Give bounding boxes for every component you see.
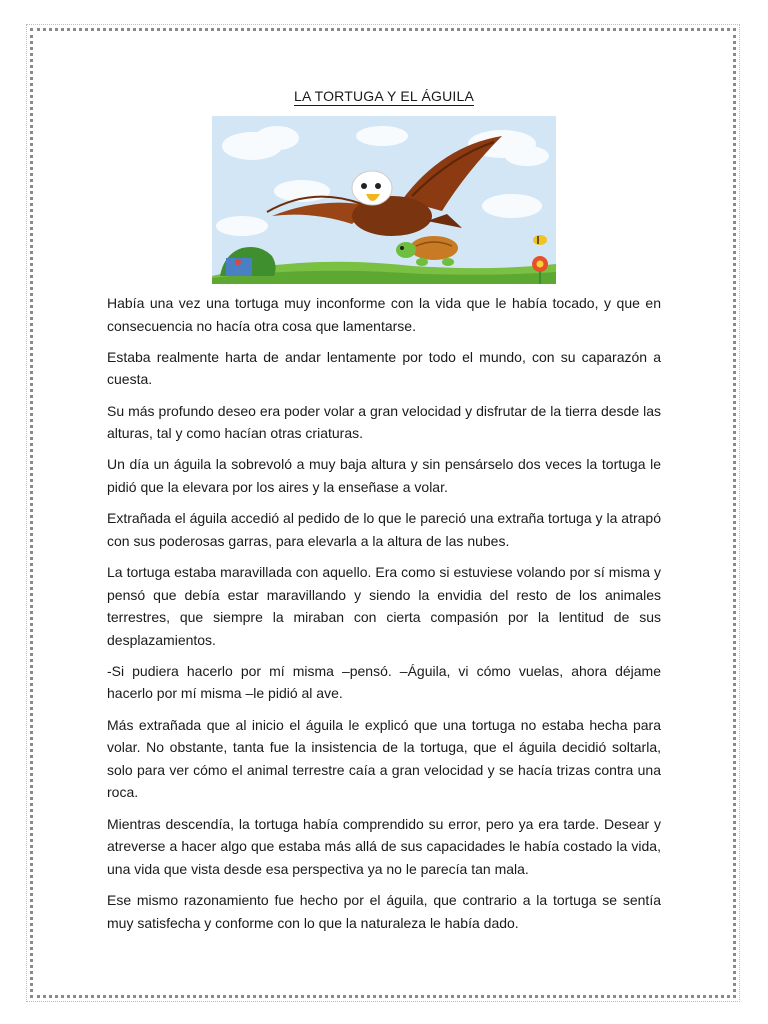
paragraph: La tortuga estaba maravillada con aquello. Era como si estuviese volando por sí misma y pensó que debía estar maravillando y siendo la envidia del resto de los animales terrestres, que siempre la miraban con cierta compasión por la lentitud de sus desplazamientos. xyxy=(107,563,661,648)
story-body xyxy=(107,292,661,943)
eagle-carrying-turtle-illustration xyxy=(212,116,556,284)
turtle-leg xyxy=(442,258,454,266)
paragraph: Más extrañada que al inicio el águila le explicó que una tortuga no estaba hecha para volar. No obstante, tanta fue la insistencia de la tortuga, que el águila decidió soltarla, solo para ver cómo el animal terrestre caía a gran velocidad y se hacía trizas contra una roca. xyxy=(107,716,661,801)
flower-center xyxy=(537,261,544,268)
turtle-shell xyxy=(410,236,458,260)
bee-icon xyxy=(533,235,547,245)
illustration-svg xyxy=(212,116,556,284)
paragraph: Extrañada el águila accedió al pedido de lo que le pareció una extraña tortuga y la atrapó con sus poderosas garras, para elevarla a la altura de las nubes. xyxy=(107,510,661,549)
paragraph: Estaba realmente harta de andar lentamente por todo el mundo, con su caparazón a cuesta. xyxy=(107,348,661,388)
eagle-right-eye xyxy=(375,183,381,189)
document-title-text: LA TORTUGA Y EL ÁGUILA xyxy=(293,88,474,104)
turtle-leg xyxy=(416,258,428,266)
flower-dot xyxy=(235,259,241,265)
paragraph: Un día un águila la sobrevoló a muy baja altura y sin pensárselo dos veces la tortuga le pidió que la elevara por los aires y la enseñase a volar. xyxy=(107,456,661,495)
paragraph: -Si pudiera hacerlo por mí misma –pensó. –Águila, vi cómo vuelas, ahora déjame hacerlo por mí misma –le pidió al ave. xyxy=(107,662,661,702)
paragraph: Su más profundo deseo era poder volar a gran velocidad y disfrutar de la tierra desde las alturas, tal y como hacían otras criaturas. xyxy=(107,402,661,442)
eagle-left-eye xyxy=(361,183,367,189)
turtle-eye xyxy=(400,246,404,250)
paragraph: Ese mismo razonamiento fue hecho por el águila, que contrario a la tortuga se sentía muy satisfecha y conforme con lo que la naturaleza le había dado. xyxy=(107,892,661,931)
document-title xyxy=(0,88,768,104)
turtle-head xyxy=(396,242,416,258)
paragraph: Mientras descendía, la tortuga había comprendido su error, pero ya era tarde. Desear y atreverse a hacer algo que estaba más allá de sus capacidades le había costado la vida, una vida que vista desde esa perspectiva ya no le parecía tan mala. xyxy=(107,815,661,877)
paragraph: Había una vez una tortuga muy inconforme con la vida que le había tocado, y que en consecuencia no hacía otra cosa que lamentarse. xyxy=(107,295,661,334)
